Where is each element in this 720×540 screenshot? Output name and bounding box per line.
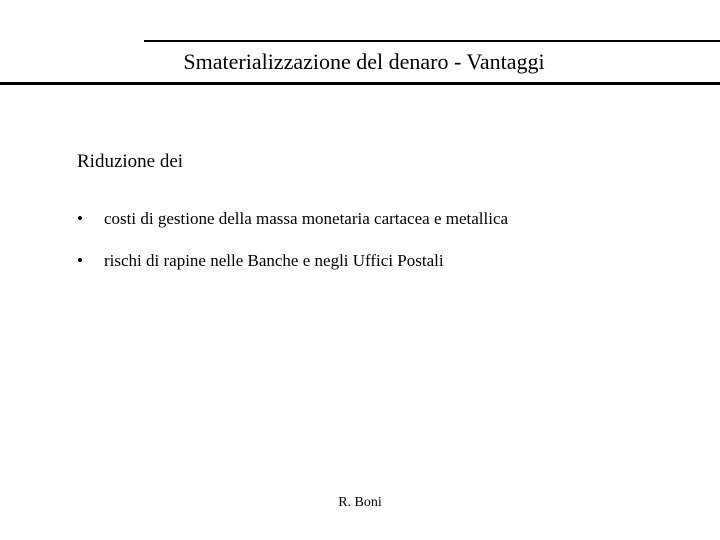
bullet-text: costi di gestione della massa monetaria cartacea e metallica [104, 209, 509, 228]
title-top-rule [144, 40, 720, 42]
bullet-dot-icon: • [77, 209, 83, 228]
slide-title: Smaterializzazione del denaro - Vantaggi [183, 49, 545, 74]
title-bottom-rule [0, 82, 720, 85]
bullet-dot-icon: • [77, 251, 83, 270]
bullet-text: rischi di rapine nelle Banche e negli Uffici Postali [104, 251, 444, 270]
footer-author: R. Boni [338, 495, 382, 510]
intro-text: Riduzione dei [77, 151, 184, 172]
